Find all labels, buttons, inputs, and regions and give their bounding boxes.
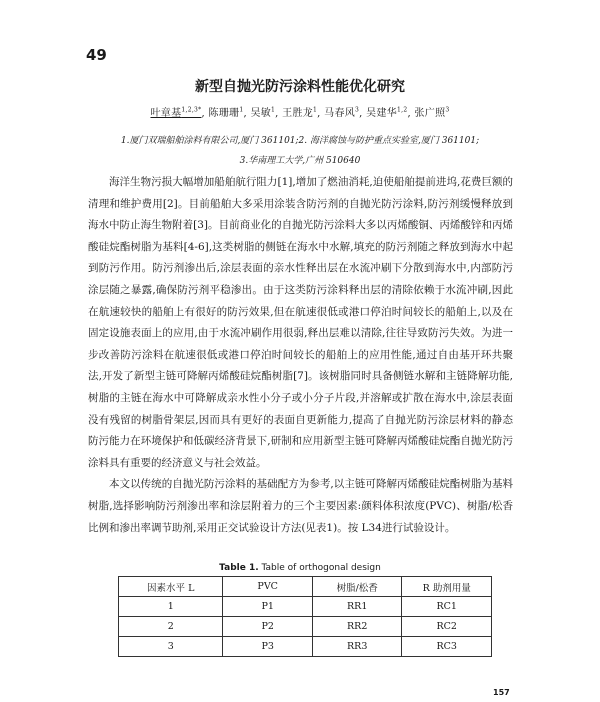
author-list: 叶章基$^{1,2,3*}$, 陈珊珊$^1$, 吴敏$^1$, 王胜龙$^1$, 马春风$^3$, 吴建华$^{1,2}$, 张广照$^3$ <box>150 106 450 119</box>
author-name: 马春风$^3$ <box>324 106 360 119</box>
table-cell: P1 <box>223 597 313 617</box>
page-number-top: 49 <box>86 46 107 64</box>
table-cell: RC1 <box>402 597 492 617</box>
affiliation-line: 1.厦门双瑞船舶涂料有限公司,厦门 361101;2. 海洋腐蚀与防护重点实验室,厦门 361101; <box>120 136 480 146</box>
table-cell: 2 <box>119 617 223 637</box>
table-caption <box>0 563 600 573</box>
table-cell: 1 <box>119 597 223 617</box>
page-number-bottom: 157 <box>493 688 510 697</box>
author-name: 吴敏$^1$ <box>250 106 276 119</box>
author-name: 张广照$^3$ <box>414 106 450 119</box>
table-header-cell: PVC <box>223 577 313 597</box>
author-name: 陈珊珊$^1$ <box>208 106 244 119</box>
author-name: 吴建华$^{1,2}$ <box>366 106 408 119</box>
table-cell: RR3 <box>312 637 402 657</box>
table-row <box>119 597 492 617</box>
table-row <box>119 637 492 657</box>
table-caption-text: Table of orthogonal design <box>258 563 381 573</box>
table-header-cell: 树脂/松香 <box>312 577 402 597</box>
table-cell: RC2 <box>402 617 492 637</box>
table-cell: 3 <box>119 637 223 657</box>
affiliation-line: 3.华南理工大学,广州 510640 <box>239 156 361 166</box>
table-cell: RC3 <box>402 637 492 657</box>
paragraph: 海洋生物污损大幅增加船舶航行阻力[1],增加了燃油消耗,迫使船舶提前进坞,花费巨额的清理和维护费用[2]。目前船舶大多采用涂装含防污剂的自抛光防污涂料,防污剂缓慢释放到海水中防止海生物附着[3]。目前商业化的自抛光防污涂料大多以丙烯酸铜、丙烯酸锌和丙烯酸硅烷酯树脂为基料[4-6],这类树脂的侧链在海水中水解,填充的防污剂随之释放到海水中起到防污作用。防污剂渗出后,涂层表面的亲水性释出层在水流冲刷下分散到海水中,内部防污涂层随之暴露,确保防污剂平稳渗出。由于这类防污涂料释出层的清除依赖于水流冲刷,因此在航速较快的船舶上有很好的防污效果,但在航速很低或港口停泊时间较长的船舶上,以及在固定设施表面上的应用,由于水流冲刷作用很弱,释出层难以清除,往往导致防污失效。为进一步改善防污涂料在航速很低或港口停泊时间较长的船舶上的应用性能,通过自由基开环共聚法,开发了新型主链可降解丙烯酸硅烷酯树脂[7]。该树脂同时具备侧链水解和主链降解功能,树脂的主链在海水中可降解成亲水性小分子或小分子片段,并溶解或扩散在海水中,涂层表面没有残留的树脂骨架层,因而具有更好的表面自更新能力,提高了自抛光防污涂层材料的静态防污能力在环境保护和低碳经济背景下,研制和应用新型主链可降解丙烯酸硅烷酯自抛光防污涂料具有重要的经济意义与社会效益。 <box>88 176 513 469</box>
table-header-cell: R 助剂用量 <box>402 577 492 597</box>
body-text <box>88 172 513 539</box>
table-cell: P2 <box>223 617 313 637</box>
table-header-row <box>119 577 492 597</box>
table-row <box>119 617 492 637</box>
table-cell: P3 <box>223 637 313 657</box>
paragraph: 本文以传统的自抛光防污涂料的基础配方为参考,以主链可降解丙烯酸硅烷酯树脂为基料树脂,选择影响防污剂渗出率和涂层附着力的三个主要因素:颜料体积浓度(PVC)、树脂/松香比例和渗出率调节助剂,采用正交试验设计方法(见表1)。按 L34进行试验设计。 <box>88 478 513 534</box>
author-name: 叶章基$^{1,2,3*}$ <box>150 106 202 119</box>
table-caption-label: Table 1. <box>219 563 259 573</box>
author-name: 王胜龙$^1$ <box>282 106 318 119</box>
table-cell: RR2 <box>312 617 402 637</box>
orthogonal-design-table <box>118 576 492 657</box>
table-cell: RR1 <box>312 597 402 617</box>
table-header-cell: 因素水平 L <box>119 577 223 597</box>
paper-title: 新型自抛光防污涂料性能优化研究 <box>195 79 405 95</box>
